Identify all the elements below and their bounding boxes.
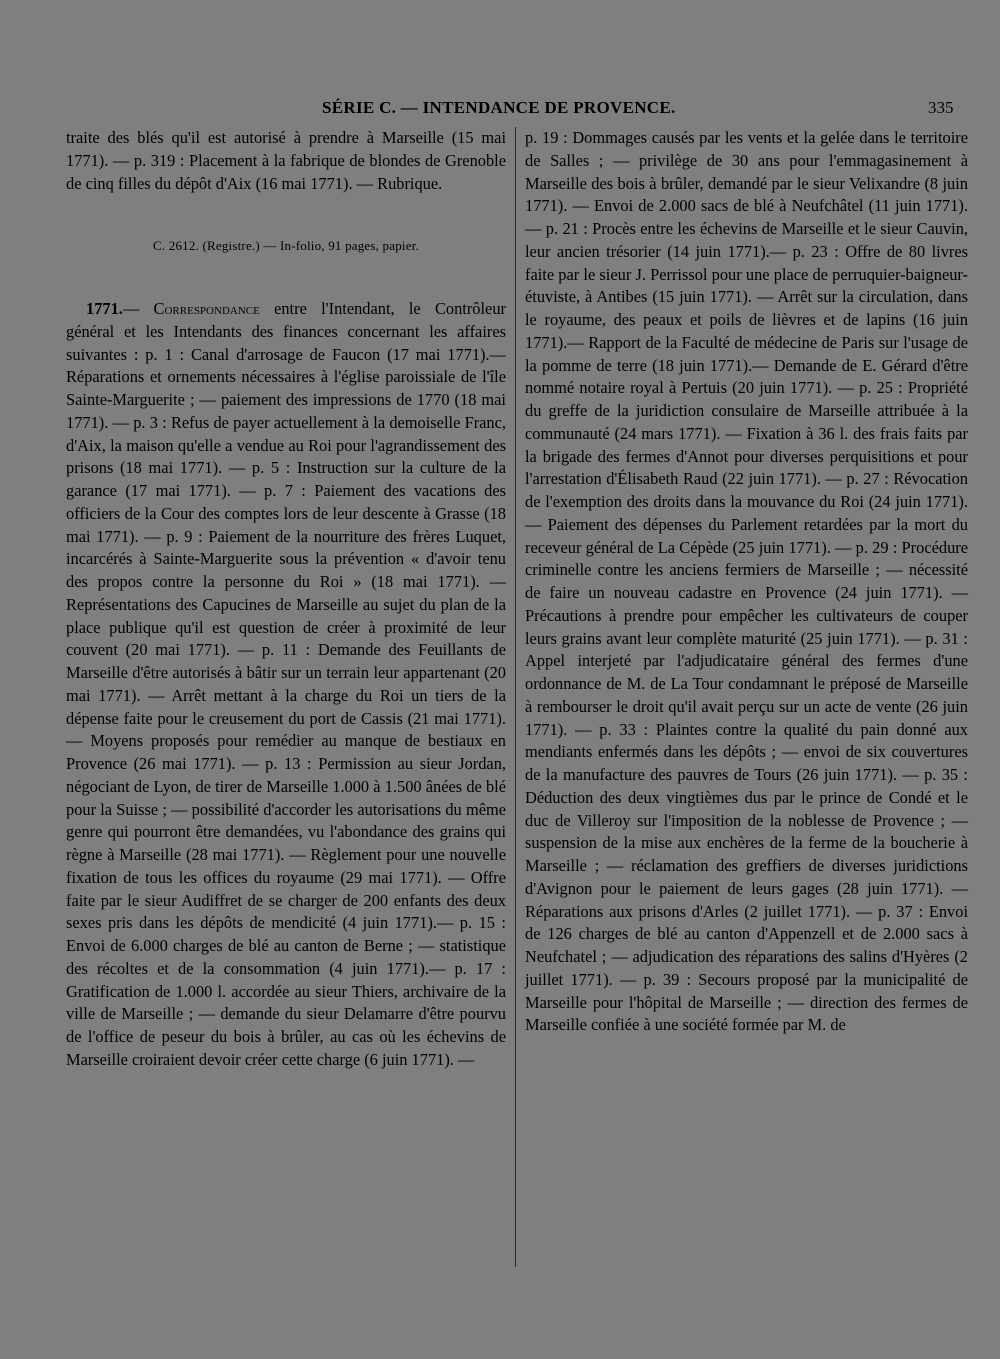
entry-dash: — (122, 299, 154, 318)
entry-year: 1771. (86, 299, 123, 318)
left-column (66, 127, 506, 1072)
entry-text: entre l'Intendant, le Contrôleur général et les Intendants des finances concernant les affaires suivantes : p. 1 : Canal d'arrosage de Faucon (17 mai 1771).— Réparations et ornements nécessaires à l'église paroissiale de l'île Sainte-Marguerite ; — paiement des impressions de 1770 (18 mai 1771). — p. 3 : Refus de payer actuellement à la demoiselle Franc, d'Aix, la maison qu'elle a vendue au Roi pour l'agrandissement des prisons (18 mai 1771). — p. 5 : Instruction sur la culture de la garance (17 mai 1771). — p. 7 : Paiement des vacations des officiers de la Cour des comptes lors de leur descente à Grasse (18 mai 1771). — p. 9 : Paiement de la nourriture des frères Luquet, incarcérés à Sainte-Marguerite sous la prévention « d'avoir tenu des propos contre la personne du Roi » (18 mai 1771). — Représentations des Capucines de Marseille au sujet du plan de la place publique qu'il est question de créer à proximité de leur couvent (20 mai 1771). — p. 11 : Demande des Feuillants de Marseille d'être autorisés à bâtir sur un terrain leur appartenant (20 mai 1771). — Arrêt mettant à la charge du Roi un tiers de la dépense faite pour le creusement du port de Cassis (21 mai 1771). — Moyens proposés pour remédier au manque de bestiaux en Provence (26 mai 1771). — p. 13 : Permission au sieur Jordan, négociant de Lyon, de tirer de Marseille 1.000 à 1.500 ânées de blé pour la Suisse ; — possibilité d'accorder les autorisations du même genre qui pourront être demandées, vu l'abondance des grains qui règne à Marseille (28 mai 1771). — Règlement pour une nouvelle fixation de tous les offices du royaume (29 mai 1771). — Offre faite par le sieur Audiffret de se charger de 200 enfants des deux sexes pris dans les dépôts de mendicité (4 juin 1771).— p. 15 : Envoi de 6.000 charges de blé au canton de Berne ; — statistique des récoltes et de la consommation (4 juin 1771).— p. 17 : Gratification de 1.000 l. accordée au sieur Thiers, archivaire de la ville de Marseille ; — demande du sieur Delamarre d'être pourvu de l'office de peseur du bois à brûler, au cas où les échevins de Marseille croiraient devoir créer cette charge (6 juin 1771). — (66, 299, 506, 1069)
continuation-paragraph: traite des blés qu'il est autorisé à prendre à Marseille (15 mai 1771). — p. 319 : Placement à la fabrique de blondes de Grenoble de cinq filles du dépôt d'Aix (16 mai 1771). — Rubrique. (66, 128, 506, 193)
archive-reference: C. 2612. (Registre.) — In-folio, 91 pages, papier. (153, 238, 419, 254)
right-column-text: p. 19 : Dommages causés par les vents et la gelée dans le territoire de Salles ; — privilège de 30 ans pour l'emmagasinement à Marseille des bois à brûler, demandé par le sieur Velixandre (8 juin 1771). — Envoi de 2.000 sacs de blé à Neufchâtel (11 juin 1771). — p. 21 : Procès entre les échevins de Marseille et le sieur Cauvin, leur ancien trésorier (14 juin 1771).— p. 23 : Offre de 80 livres faite par le sieur J. Perrissol pour une place de perruquier-baigneur-étuviste, à Antibes (15 juin 1771). — Arrêt sur la circulation, dans le royaume, des peaux et poils de lièvres et de lapins (16 juin 1771).— Rapport de la Faculté de médecine de Paris sur l'usage de la pomme de terre (18 juin 1771).— Demande de E. Gérard d'être nommé notaire royal à Pertuis (20 juin 1771). — p. 25 : Propriété du greffe de la juridiction consulaire de Marseille attribuée à la communauté (24 mars 1771). — Fixation à 36 l. des frais faits par la brigade des fermes d'Annot pour diverses perquisitions et pour l'arrestation d'Élisabeth Raud (22 juin 1771). — p. 27 : Révocation de l'exemption des droits dans la mouvance du Roi (24 juin 1771). — Paiement des dépenses du Parlement retardées par la mort du receveur général de La Cépède (25 juin 1771). — p. 29 : Procédure criminelle contre les anciens fermiers de Marseille ; — nécessité de faire un nouveau cadastre en Provence (24 juin 1771). — Précautions à prendre pour empêcher les cultivateurs de couper leurs grains avant leur complète maturité (25 juin 1771). — p. 31 : Appel interjeté par l'adjudicataire général des fermes d'une ordonnance de M. de La Tour condamnant le préposé de Marseille à rembourser le droit qu'il avait perçu sur un acte de vente (26 juin 1771). — p. 33 : Plaintes contre la qualité du pain donné aux mendiants enfermés dans les dépôts ; — envoi de six couvertures de la manufacture des pauvres de Tours (26 juin 1771). — p. 35 : Déduction des deux vingtièmes dus par le prince de Condé et le duc de Villeroy sur l'imposition de la noblesse de Provence ; — suspension de la mise aux enchères de la ferme de la boucherie à Marseille ; — réclamation des greffiers de diverses juridictions d'Avignon pour le paiement de leurs gages (28 juin 1771). — Réparations aux prisons d'Arles (2 juillet 1771). — p. 37 : Envoi de 126 charges de blé au canton d'Appenzell et de 2.000 sacs à Neufchatel ; — adjudication des réparations des salins d'Hyères (2 juillet 1771). — p. 39 : Secours proposé par la municipalité de Marseille pour l'hôpital de Marseille ; — direction des fermes de Marseille confiée à une société formée par M. de (525, 128, 968, 1035)
page-header (0, 98, 1000, 124)
entry-paragraph (66, 298, 506, 1072)
right-column (525, 127, 968, 1037)
running-title: SÉRIE C. — INTENDANCE DE PROVENCE. (322, 98, 676, 117)
entry-keyword: Correspondance (153, 299, 260, 318)
page-number: 335 (928, 98, 954, 117)
column-divider (515, 127, 516, 1267)
